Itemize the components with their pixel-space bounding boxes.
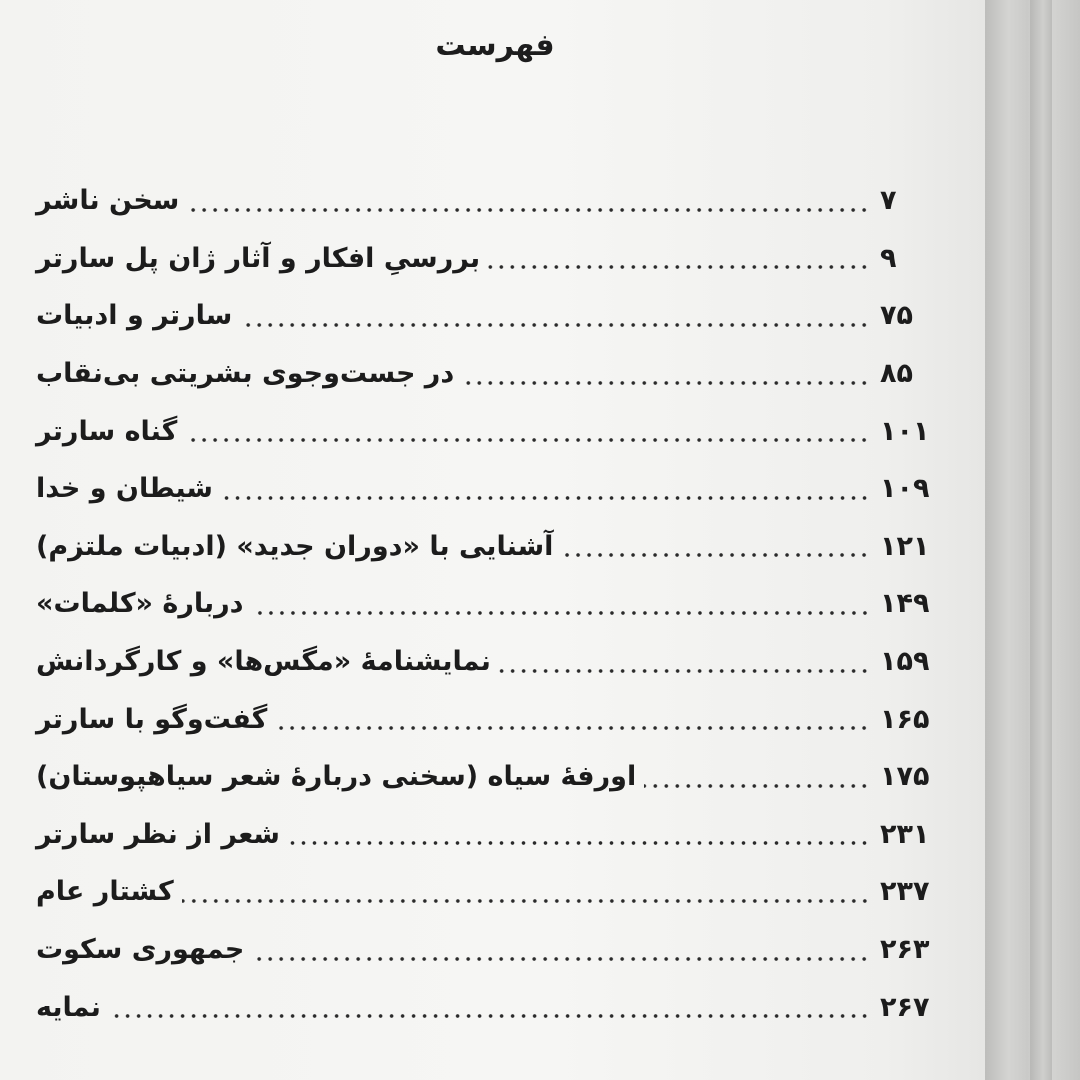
dot-leader: [488, 264, 870, 270]
toc-entry: [36, 633, 940, 691]
toc-entry: [36, 575, 940, 633]
toc-entry: [36, 345, 940, 403]
toc-entry-page: ۹: [880, 242, 897, 274]
dot-leader: [275, 725, 870, 731]
toc-entry-page: ۱۰۹: [880, 473, 930, 505]
toc-entry-title: سخن ناشر: [36, 185, 180, 217]
toc-entry: [36, 690, 940, 748]
dot-leader: [462, 380, 870, 386]
toc-entry-page: ۱۵۹: [880, 646, 930, 678]
page-title: فهرست: [435, 28, 555, 63]
toc-entry-title: کشتار عام: [36, 876, 174, 908]
toc-entry-page: ۱۶۵: [880, 703, 930, 735]
dot-leader: [185, 437, 870, 443]
toc-entry-title: اورفهٔ سیاه (سخنی دربارهٔ شعر سیاهپوستان): [36, 761, 637, 793]
dot-leader: [182, 898, 870, 904]
toc-entry-page: ۱۰۱: [880, 415, 930, 447]
toc-entry: [36, 978, 940, 1036]
toc-entry-page: ۷۵: [880, 300, 913, 332]
toc-entry-title: گفت‌وگو با سارتر: [36, 703, 268, 735]
toc-entry: [36, 230, 940, 288]
dot-leader: [252, 610, 870, 616]
toc-entry: [36, 863, 940, 921]
toc-entry-page: ۲۳۱: [880, 818, 930, 850]
toc-entry-page: ۸۵: [880, 358, 913, 390]
dot-leader: [561, 552, 870, 558]
toc-entry-title: بررسیِ افکار و آثار ژان پل سارتر: [36, 242, 481, 274]
toc-entry: [36, 402, 940, 460]
toc-entry: [36, 518, 940, 576]
dot-leader: [221, 495, 870, 501]
toc-entry-title: گناه سارتر: [36, 415, 178, 447]
dot-leader: [288, 840, 870, 846]
toc-entry: [36, 921, 940, 979]
toc-entry: [36, 172, 940, 230]
toc-entry: [36, 748, 940, 806]
dot-leader: [187, 207, 870, 213]
toc-entry: [36, 287, 940, 345]
toc-entry-title: نمایه: [36, 991, 101, 1023]
dot-leader: [240, 322, 870, 328]
dot-leader: [644, 783, 870, 789]
toc-entry-page: ۱۷۵: [880, 761, 930, 793]
toc-entry-title: سارتر و ادبیات: [36, 300, 233, 332]
toc-entry-title: شیطان و خدا: [36, 473, 213, 505]
toc-entry-title: جمهوری سکوت: [36, 934, 245, 966]
toc-entry-title: دربارهٔ «کلمات»: [36, 588, 244, 620]
dot-leader: [252, 956, 870, 962]
toc-entry-title: شعر از نظر سارتر: [36, 818, 280, 850]
dot-leader: [109, 1013, 870, 1019]
page-edge: [1030, 0, 1052, 1080]
toc-entry-title: نمایشنامهٔ «مگس‌ها» و کارگردانش: [36, 646, 491, 678]
toc-entry-page: ۱۴۹: [880, 588, 930, 620]
toc-entry-title: در جست‌وجوی بشریتی بی‌نقاب: [36, 358, 455, 390]
toc-entry-title: آشنایی با «دوران جدید» (ادبیات ملتزم): [36, 530, 554, 562]
toc-entry-page: ۱۲۱: [880, 530, 930, 562]
toc-entry: [36, 460, 940, 518]
dot-leader: [499, 668, 870, 674]
toc-entry: [36, 806, 940, 864]
table-of-contents: [36, 172, 940, 1036]
toc-entry-page: ۲۶۳: [880, 934, 930, 966]
toc-entry-page: ۷: [880, 185, 897, 217]
toc-entry-page: ۲۶۷: [880, 991, 930, 1023]
toc-entry-page: ۲۳۷: [880, 876, 930, 908]
